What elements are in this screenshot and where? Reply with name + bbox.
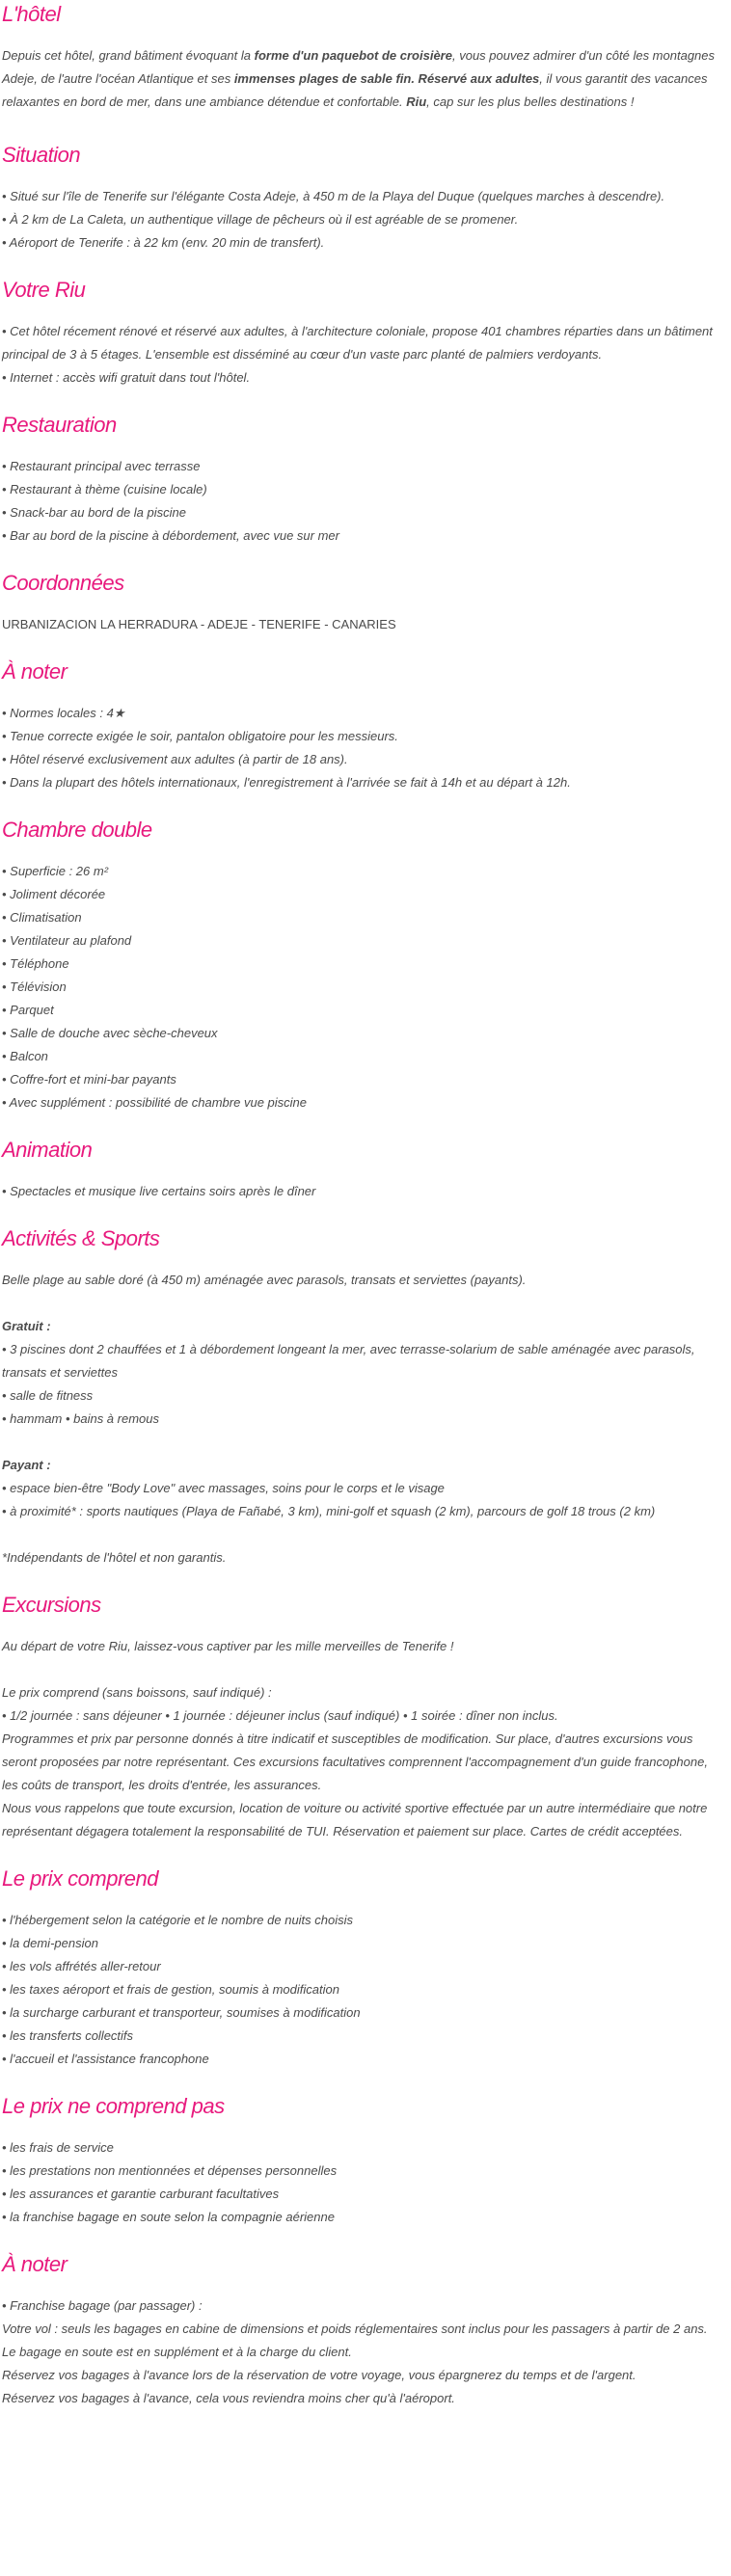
list-item: • espace bien-être "Body Love" avec massages, soins pour le corps et le visage xyxy=(2,1481,445,1495)
section-prix-comprend xyxy=(2,1866,727,2071)
list-item: • Avec supplément : possibilité de chambre vue piscine xyxy=(2,1095,307,1110)
list-item: Réservez vos bagages à l'avance, cela vous reviendra moins cher qu'à l'aéroport. xyxy=(2,2391,455,2405)
list-item: • les prestations non mentionnées et dépenses personnelles xyxy=(2,2163,338,2178)
list-item: • la franchise bagage en soute selon la compagnie aérienne xyxy=(2,2210,335,2224)
activites-intro: Belle plage au sable doré (à 450 m) aménagée avec parasols, transats et serviettes (payants). xyxy=(2,1273,527,1287)
list-item: • Climatisation xyxy=(2,910,82,925)
list-item: • Ventilateur au plafond xyxy=(2,933,132,948)
list-item: • Snack-bar au bord de la piscine xyxy=(2,505,186,520)
list-item: • les taxes aéroport et frais de gestion, soumis à modification xyxy=(2,1982,339,1997)
section-title-restauration: Restauration xyxy=(2,413,117,437)
list-item: • les assurances et garantie carburant facultatives xyxy=(2,2187,280,2201)
section-title-prix-ne-comprend-pas: Le prix ne comprend pas xyxy=(2,2094,225,2118)
gratuit-label: Gratuit : xyxy=(2,1319,51,1333)
list-item: • Internet : accès wifi gratuit dans tout l'hôtel. xyxy=(2,370,251,385)
list-item: • Coffre-fort et mini-bar payants xyxy=(2,1072,176,1087)
excursions-intro: Au départ de votre Riu, laissez-vous captiver par les mille merveilles de Tenerife ! xyxy=(2,1639,454,1653)
section-a-noter-bagages xyxy=(2,2252,727,2410)
list-item: • Spectacles et musique live certains soirs après le dîner xyxy=(2,1184,316,1198)
list-item: • Téléphone xyxy=(2,956,69,971)
list-item: • Situé sur l'île de Tenerife sur l'élégante Costa Adeje, à 450 m de la Playa del Duque (quelques marches à descendre). xyxy=(2,189,665,203)
list-item: • Cet hôtel récement rénové et réservé aux adultes, à l'architecture coloniale, propose 401 chambres réparties dans un bâtiment principal de 3 à 5 étages. L'ensemble est disséminé au cœur d'un vaste parc planté de palmiers verdoyants. xyxy=(2,324,713,362)
list-item: • les frais de service xyxy=(2,2140,114,2155)
list-item: • Restaurant principal avec terrasse xyxy=(2,459,201,473)
section-title-chambre-double: Chambre double xyxy=(2,818,152,842)
list-item: Nous vous rappelons que toute excursion, location de voiture ou activité sportive effectuée par un autre intermédiaire que notre représentant dégagera totalement la responsabilité de TUI. Réservation et paiement sur place. Cartes de crédit acceptées. xyxy=(2,1801,708,1838)
list-item: • Parquet xyxy=(2,1003,54,1017)
section-title-a-noter-bagages: À noter xyxy=(2,2252,68,2276)
section-title-excursions: Excursions xyxy=(2,1593,101,1617)
list-item: Le prix comprend (sans boissons, sauf indiqué) : xyxy=(2,1685,272,1700)
list-item: • Normes locales : 4★ xyxy=(2,706,125,720)
hotel-paragraph: Depuis cet hôtel, grand bâtiment évoquant la forme d'un paquebot de croisière, vous pouvez admirer d'un côté les montagnes Adeje, de l'autre l'océan Atlantique et ses immenses plages de sable fin. Réservé aux adultes, il vous garantit des vacances relaxantes en bord de mer, dans une ambiance détendue et confortable. Riu, cap sur les plus belles destinations ! xyxy=(2,48,716,109)
list-item: • l'accueil et l'assistance francophone xyxy=(2,2052,209,2066)
section-coordonnees xyxy=(2,571,727,636)
list-item: • Bar au bord de la piscine à débordement, avec vue sur mer xyxy=(2,528,339,543)
section-restauration xyxy=(2,413,727,548)
list-item: • Salle de douche avec sèche-cheveux xyxy=(2,1026,218,1040)
section-title-votre-riu: Votre Riu xyxy=(2,278,86,302)
section-chambre-double xyxy=(2,818,727,1114)
list-item: • à proximité* : sports nautiques (Playa de Fañabé, 3 km), mini-golf et squash (2 km), parcours de golf 18 trous (2 km) xyxy=(2,1504,656,1518)
list-item: • la surcharge carburant et transporteur, soumises à modification xyxy=(2,2005,361,2020)
list-item: • Tenue correcte exigée le soir, pantalon obligatoire pour les messieurs. xyxy=(2,729,398,743)
list-item: • Superficie : 26 m² xyxy=(2,864,109,878)
list-item: • l'hébergement selon la catégorie et le nombre de nuits choisis xyxy=(2,1913,354,1927)
list-item: • À 2 km de La Caleta, un authentique village de pêcheurs où il est agréable de se promener. xyxy=(2,212,519,227)
section-title-animation: Animation xyxy=(2,1138,93,1162)
section-votre-riu xyxy=(2,278,727,389)
list-item: • hammam • bains à remous xyxy=(2,1411,159,1426)
section-animation xyxy=(2,1138,727,1203)
list-item: • les transferts collectifs xyxy=(2,2028,134,2043)
list-item: • Balcon xyxy=(2,1049,48,1063)
section-title-hotel: L'hôtel xyxy=(2,2,61,26)
list-item: Le bagage en soute est en supplément et à la charge du client. xyxy=(2,2345,352,2359)
list-item: • 1/2 journée : sans déjeuner • 1 journée : déjeuner inclus (sauf indiqué) • 1 soirée : dîner non inclus. xyxy=(2,1708,558,1723)
list-item: • la demi-pension xyxy=(2,1936,98,1950)
section-title-situation: Situation xyxy=(2,143,81,167)
list-item: • salle de fitness xyxy=(2,1388,94,1403)
section-title-coordonnees: Coordonnées xyxy=(2,571,124,595)
section-title-activites-sports: Activités & Sports xyxy=(2,1226,160,1250)
list-item: Votre vol : seuls les bagages en cabine de dimensions et poids réglementaires sont inclus pour les passagers à partir de 2 ans. xyxy=(2,2321,708,2336)
list-item: • les vols affrétés aller-retour xyxy=(2,1959,161,1973)
list-item: • Télévision xyxy=(2,979,67,994)
activites-note: *Indépendants de l'hôtel et non garantis. xyxy=(2,1550,227,1565)
section-excursions xyxy=(2,1593,727,1843)
list-item: • Dans la plupart des hôtels internationaux, l'enregistrement à l'arrivée se fait à 14h et au départ à 12h. xyxy=(2,775,571,790)
payant-label: Payant : xyxy=(2,1458,51,1472)
list-item: • Restaurant à thème (cuisine locale) xyxy=(2,482,207,496)
list-item: Réservez vos bagages à l'avance lors de la réservation de votre voyage, vous épargnerez du temps et de l'argent. xyxy=(2,2368,636,2382)
section-activites-sports xyxy=(2,1226,727,1570)
list-item: • Franchise bagage (par passager) : xyxy=(2,2298,203,2313)
list-item: • Joliment décorée xyxy=(2,887,106,901)
section-situation xyxy=(2,143,727,255)
list-item: Programmes et prix par personne donnés à titre indicatif et susceptibles de modification. Sur place, d'autres excursions vous seront proposées par notre représentant. Ces excursions facultatives comprennent l'accompagnement d'un guide francophone, les coûts de transport, les droits d'entrée, les assurances. xyxy=(2,1731,708,1792)
section-a-noter xyxy=(2,659,727,794)
section-title-prix-comprend: Le prix comprend xyxy=(2,1866,158,1891)
list-item: • Hôtel réservé exclusivement aux adultes (à partir de 18 ans). xyxy=(2,752,348,766)
section-title-a-noter: À noter xyxy=(2,659,68,684)
list-item: • Aéroport de Tenerife : à 22 km (env. 20 min de transfert). xyxy=(2,235,325,250)
address: URBANIZACION LA HERRADURA - ADEJE - TENERIFE - CANARIES xyxy=(2,617,396,631)
list-item: • 3 piscines dont 2 chauffées et 1 à débordement longeant la mer, avec terrasse-solarium de sable aménagée avec parasols, transats et serviettes xyxy=(2,1342,695,1380)
section-prix-ne-comprend-pas xyxy=(2,2094,727,2229)
section-hotel xyxy=(2,0,727,114)
